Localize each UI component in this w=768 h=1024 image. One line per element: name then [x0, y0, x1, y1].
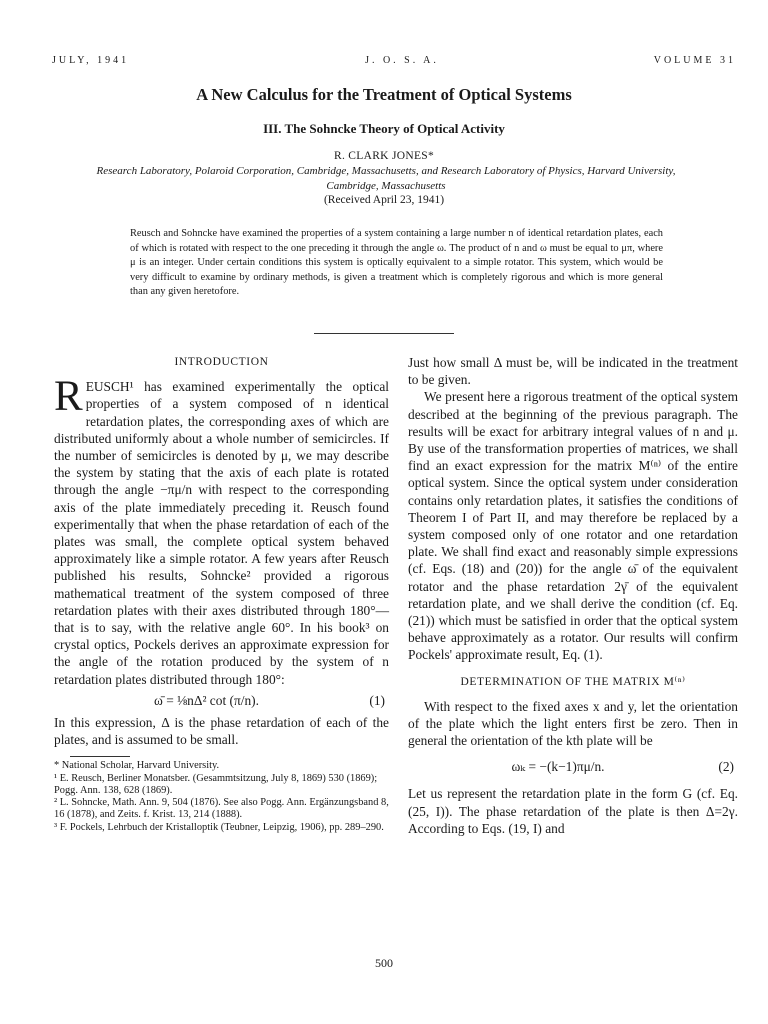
received-date: (Received April 23, 1941) [323, 194, 445, 206]
equation-2-number: (2) [718, 759, 734, 775]
footnote: ¹ E. Reusch, Berliner Monatsber. (Gesammtsitzung, July 8, 1869) 530 (1869); Pogg. Ann. 138, 628 (1869). [54, 772, 378, 796]
section-divider [314, 333, 454, 334]
footnote: ² L. Sohncke, Math. Ann. 9, 504 (1876). See also Pogg. Ann. Ergänzungsband 8, 16 (1878), and Zeits. f. Krist. 13, 214 (1888). [54, 797, 389, 821]
left-column [54, 354, 389, 834]
paragraph: Let us represent the retardation plate in the form G (cf. Eq. (25, I)). The phase retardation of the plate is then Δ=2γ. According to Eqs. (19, I) and [408, 786, 738, 836]
section-title-matrix: DETERMINATION OF THE MATRIX M⁽ⁿ⁾ [460, 675, 686, 688]
abstract: Reusch and Sohncke have examined the properties of a system containing a large number n of identical retardation plates, each of which is rotated with respect to the one preceding it through the angle ω. The product of n and ω must be equal to μπ, where μ is an integer. Under certain conditions this system is optically equivalent to a simple rotator. This system, which would be very difficult to examine by ordinary methods, is given a treatment which is completely rigorous and which is more general than any given heretofore. [130, 228, 663, 297]
header-journal: J. O. S. A. [365, 55, 439, 66]
footnote-divider [70, 756, 130, 757]
section-title-introduction: INTRODUCTION [174, 356, 269, 368]
header-date: JULY, 1941 [52, 55, 130, 66]
header-volume: VOLUME 31 [653, 55, 736, 66]
footnote: ³ F. Pockels, Lehrbuch der Kristalloptik (Teubner, Leipzig, 1906), pp. 289–290. [54, 821, 384, 833]
paper-subtitle: III. The Sohncke Theory of Optical Activity [263, 121, 505, 136]
paragraph: In this expression, Δ is the phase retardation of each of the plates, and is assumed to be small. [54, 714, 389, 748]
paper-title: A New Calculus for the Treatment of Optical Systems [196, 85, 572, 104]
intro-text: EUSCH¹ has examined experimentally the optical properties of a system composed of n identical retardation plates, the corresponding axes of which are distributed uniformly about a whole number of semicircles. If the number of semicircles is denoted by μ, we may describe the system by stating that the axis of each plate is rotated through the angle −πμ/n with respect to the corresponding axis of the plate immediately preceding it. Reusch found experimentally that when the phase retardation of each of the plates was small, the complete optical system behaved approximately like a simple rotator. A few years after Reusch published his results, Sohncke² provided a rigorous mathematical treatment of the system composed of three retardation plates with their axes distributed through 180°—that is to say, with the relative angle 60°. In his book³ on crystal optics, Pockels derives an approximate expression for the angle of the rotation produced by the system of n retardation plates distributed through 180°: [54, 379, 389, 687]
right-column [408, 354, 738, 837]
equation-2 [408, 749, 738, 785]
page-number: 500 [375, 956, 393, 970]
author-affiliation: Research Laboratory, Polaroid Corporation, Cambridge, Massachusetts, and Research Laboratory of Physics, Harvard University, Cambridge, Massachusetts [96, 165, 676, 192]
drop-cap: R [54, 373, 83, 421]
equation-1-number: (1) [369, 692, 385, 708]
paragraph: With respect to the fixed axes x and y, let the orientation of the plate which the light enters first be zero. Then in general the orientation of the kth plate will be [408, 698, 738, 749]
footnote: * National Scholar, Harvard University. [54, 760, 220, 772]
paragraph: We present here a rigorous treatment of the optical system described at the beginning of the previous paragraph. The results will be exact for arbitrary integral values of n and μ. By use of the transformation properties of matrices, we shall find an exact expression for the matrix M⁽ⁿ⁾ of the entire optical system. Since the optical system under consideration contains only retardation plates, it satisfies the conditions of Theorem I of Part II, and may therefore be replaced by a system composed only of one rotator and one retardation plate. We shall find exact and reasonably simple expressions (cf. Eqs. (18) and (20)) for the angle ω̄ of the equivalent rotator and the phase retardation 2γ̄ of the equivalent retardation plate, and we shall derive the condition (cf. Eq. (21)) which must be satisfied in order that the optical system behave approximately as a rotator. Our results will confirm Pockels' approximate result, Eq. (1). [408, 389, 738, 663]
equation-2-formula: ωₖ = −(k−1)πμ/n. [511, 759, 605, 775]
paragraph: Just how small Δ must be, will be indicated in the treatment to be given. [408, 355, 738, 388]
running-header [52, 55, 736, 69]
equation-1-formula: ω̄ = ⅛nΔ² cot (π/n). [154, 692, 259, 708]
intro-paragraph [54, 373, 389, 688]
author-name: R. CLARK JONES* [333, 150, 435, 162]
footnotes [54, 760, 389, 834]
equation-1 [54, 688, 389, 714]
